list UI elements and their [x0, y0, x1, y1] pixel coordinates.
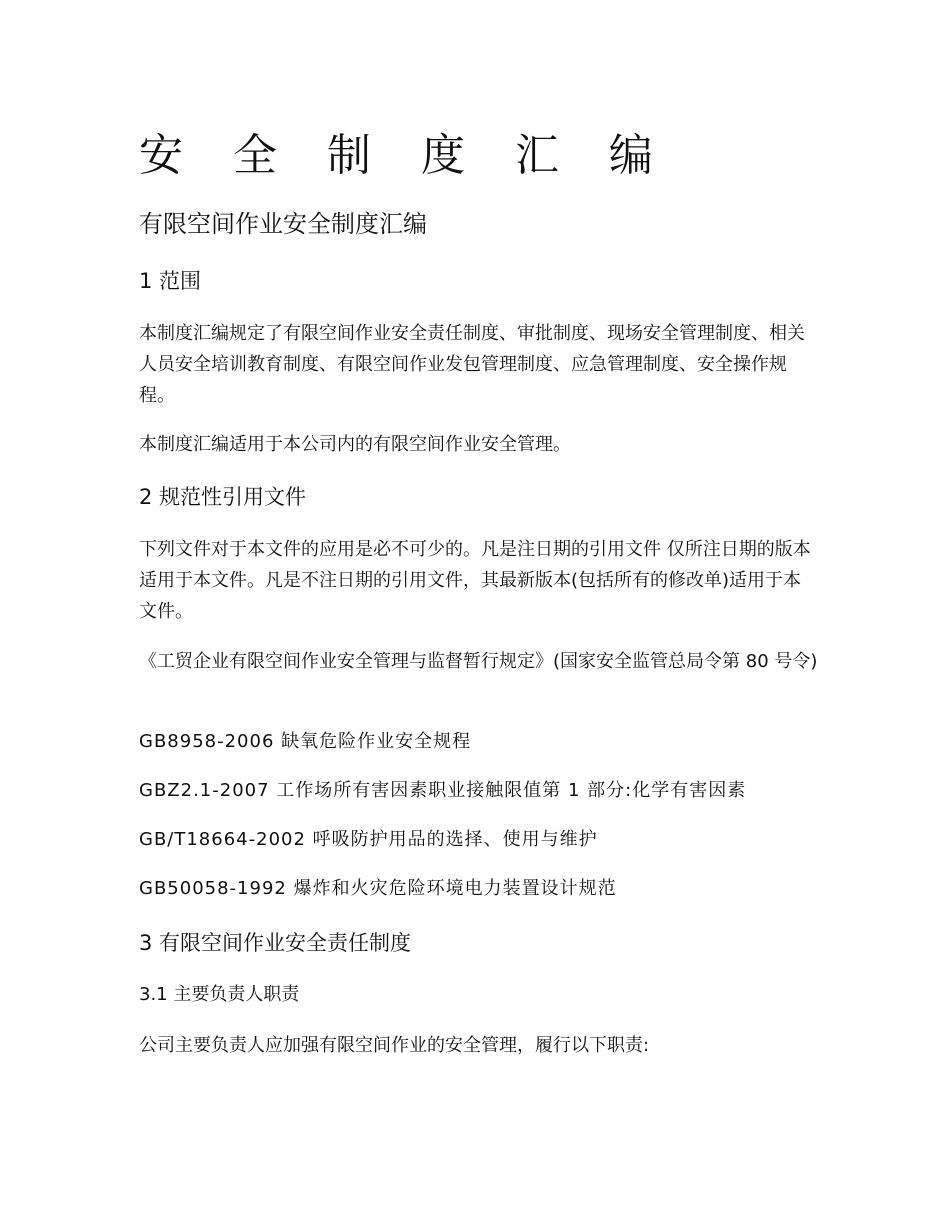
section-2-reference-5: GB50058-1992 爆炸和火灾危险环境电力装置设计规范 [139, 878, 617, 899]
document-subtitle: 有限空间作业安全制度汇编 [139, 210, 427, 238]
section-2-reference-1: 《工贸企业有限空间作业安全管理与监督暂行规定》(国家安全监管总局令第 80 号令) [139, 651, 818, 672]
section-1-paragraph-2: 本制度汇编适用于本公司内的有限空间作业安全管理。 [139, 434, 571, 455]
section-2-paragraph-1: 下列文件对于本文件的应用是必不可少的。凡是注日期的引用文件 仅所注日期的版本适用于本文件。凡是不注日期的引用文件，其最新版本(包括所有的修改单)适用于本文件。 [139, 539, 811, 622]
section-2-reference-3: GBZ2.1-2007 工作场所有害因素职业接触限值第 1 部分:化学有害因素 [139, 780, 747, 801]
section-2-reference-4: GB/T18664-2002 呼吸防护用品的选择、使用与维护 [139, 829, 598, 850]
section-2-heading: 2 规范性引用文件 [139, 485, 307, 509]
section-1-paragraph-1: 本制度汇编规定了有限空间作业安全责任制度、审批制度、现场安全管理制度、相关人员安全培训教育制度、有限空间作业发包管理制度、应急管理制度、安全操作规程。 [139, 323, 805, 406]
section-2-reference-2: GB8958-2006 缺氧危险作业安全规程 [139, 731, 472, 752]
section-3-1-heading: 3.1 主要负责人职责 [139, 984, 300, 1005]
document-title: 安 全 制 度 汇 编 [139, 130, 671, 181]
section-3-heading: 3 有限空间作业安全责任制度 [139, 931, 412, 955]
section-1-heading: 1 范围 [139, 269, 202, 293]
section-3-1-paragraph-1: 公司主要负责人应加强有限空间作业的安全管理，履行以下职责: [139, 1035, 650, 1056]
